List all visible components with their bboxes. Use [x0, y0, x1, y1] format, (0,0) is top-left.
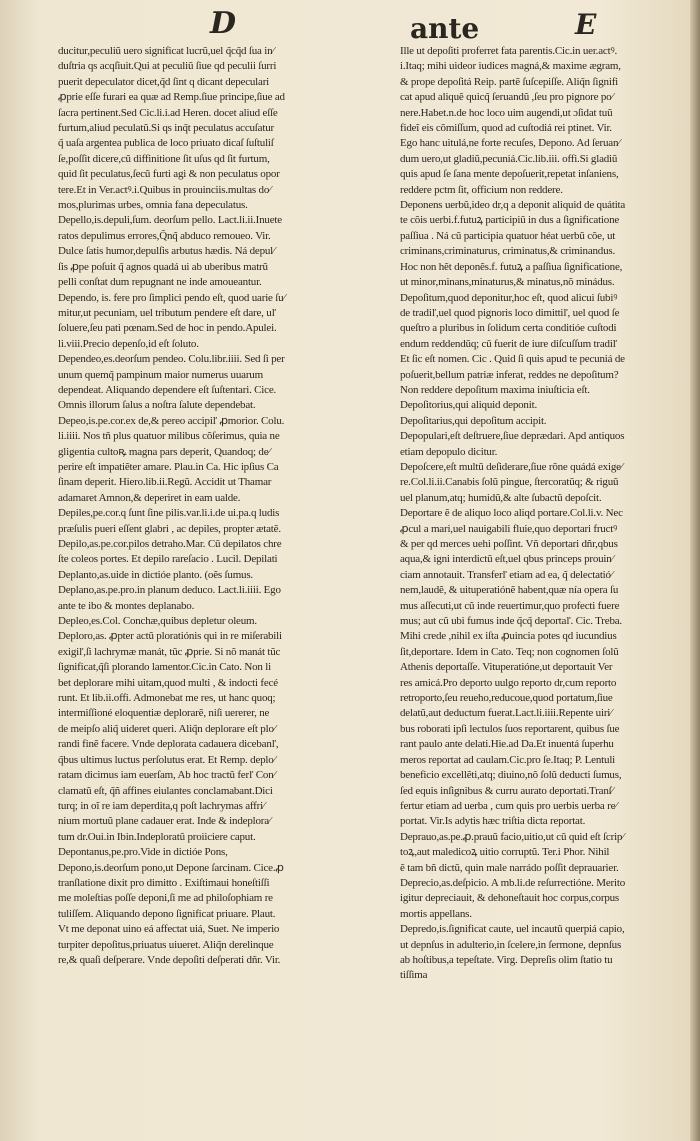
left-column: [58, 44, 394, 968]
text-line: etiam depopulo dicitur.: [400, 445, 498, 458]
text-line: ante te ibo & montes deplanabo.: [58, 599, 195, 612]
text-line: poſuerit,bellum patriæ inferat, reddes ne depoſitum?: [400, 368, 619, 381]
text-line: mos,plurimas urbes, omnia fana depeculatus.: [58, 199, 248, 212]
text-line: Ego hanc uitulá,ne forte recuſes, Depono. Ad ſeruan⁄: [400, 137, 620, 150]
text-line: Depredo,is.ſignificat caute, uel incautũ querpiá capio,: [400, 923, 625, 936]
text-line: fideĩ eis cõmiſſum, quod ad cuſtodiá rei ptinet. Vir.: [400, 122, 612, 135]
text-line: igitur depreciauit, & dehoneſtauit hoc corpus,corpus: [400, 892, 620, 905]
text-line: ẽ tam bñ dictũ, quin male narrádo poſſit deprauarier.: [400, 861, 619, 874]
text-line: & per qd merces uehi poſſint. Vñ deportari dñr,qbus: [400, 538, 618, 550]
text-line: ut depnſus in adulterio,in ſcelere,in ſermone, depnſus: [400, 938, 622, 951]
text-line: duſtria qs acqſiuit.Qui at peculiũ ſiue qd peculii ſurri: [58, 60, 277, 73]
text-line: i.Itaq; mihi uideor iudices magná,& maxime ægram,: [400, 60, 621, 73]
text-line: quid ſit peculatus,ſecũ furti agi & non peculatus opor: [58, 168, 280, 181]
text-line: de tradiľ,uel quod pignoris loco dimittiľ, uel quod ſe: [400, 306, 620, 319]
text-line: dum uero,ut gladiũ,pecuniá.Cic.lib.iii. offi.Si gladiũ: [400, 152, 618, 165]
text-line: ſit,deportare. Idem in Cato. Teq; non cognomen ſolũ: [400, 645, 619, 658]
header-word: ante: [410, 12, 480, 45]
text-line: Depoſitarius,qui depoſitum accipit.: [400, 414, 547, 427]
text-line: ciam annotauit. Transferľ etiam ad ea, q̃ delectatió⁄: [400, 568, 613, 581]
text-line: puerit depeculator dicet,q̃d ſint q dicant depeculari: [58, 75, 270, 88]
text-line: rant paulo ante delati.Hie.ad Da.Et inuentá ſuperhu: [400, 738, 614, 751]
text-line: clamatũ eſt, q̃ñ affines eiulantes conclamabant.Dici: [58, 784, 273, 797]
text-line: adamaret Amnon,& deperiret in eam ualde.: [58, 491, 241, 504]
text-line: de meipſo aliq̃ uideret queri. Aliq̃n deplorare eſt plo⁄: [58, 722, 276, 735]
text-line: li.iiii. Nos tñ plus quatuor milibus cõſerimus, quia ne: [58, 430, 280, 443]
text-line: reddere pctm ſit, officium non reddere.: [400, 183, 563, 196]
header-left-letter: D: [210, 6, 237, 41]
text-line: q̃bus ultimus luctus perſolutus erat. Et Remp. deplo⁄: [58, 753, 276, 766]
text-line: Depontanus,pe.pro.Vide in dictióe Pons,: [58, 846, 228, 859]
text-line: Depoſcere,eſt multũ deſiderare,ſiue rõne quádá exige⁄: [400, 460, 623, 473]
text-line: cat apud aliquẽ quicq̃ ſeruandũ ,ſeu pro pignore po⁄: [400, 91, 614, 104]
text-line: retroporto,ſeu reueho,reducoue,quod portatum,ſiue: [400, 692, 613, 705]
text-line: præſulis pueri eſſent glabri , ac depiles, propter ætatẽ.: [58, 522, 281, 535]
text-line: tranſlatione dixit pro dimitto . Exiſtimaui honeſtiſſi: [58, 876, 270, 889]
text-line: Dependeo,es.deorſum pendeo. Colu.libr.iiii. Sed ſi per: [58, 353, 285, 366]
text-line: nium mortuũ plane cadauer erat. Inde & indeplora⁄: [58, 815, 271, 828]
text-line: bus roborati ipſi lectulos ſuos reportarent, quibus ſue: [400, 722, 620, 735]
text-line: Depello,is.depuli,ſum. deorſum pello. Lact.li.ii.Inuete: [58, 214, 282, 227]
text-line: Depleo,es.Col. Conchæ,quibus depletur oleum.: [58, 615, 257, 628]
text-line: queſtro a pluribus in ſolidum certa conditióe cuſtodi: [400, 322, 617, 335]
text-line: Depiles,pe.cor.q ſunt ſine pilis.var.li.i.de ui.pa.q ludis: [58, 507, 280, 520]
text-line: re.Col.li.ii.Canabis ſolũ pingue, ſtercoratũq; & riguũ: [400, 476, 619, 489]
text-line: ut minor,minans,minaturus,& minatus,nõ minádus.: [400, 276, 615, 289]
text-line: tere.Et in Ver.actꝰ.i.Quibus in prouinciis.multas do⁄: [58, 183, 271, 196]
text-line: quis apud ſe ſana mente depoſuerit,repetat inſaniens,: [400, 168, 619, 181]
text-line: li.viii.Precio depenſo,id eſt ſoluto.: [58, 337, 199, 350]
text-line: uel planum,atq; humidũ,& alte ſubactũ depoſcit.: [400, 491, 602, 504]
text-line: Depoſitum,quod deponitur,hoc eſt, quod alicui ſubiꝰ: [400, 291, 618, 304]
text-line: turpiter depoſitus,priuatus uiueret. Aliq̃n derelinque: [58, 938, 274, 951]
text-line: intermiſſioné eloquentiæ deplorarẽ, niſi uererer, ne: [58, 707, 270, 720]
text-line: mitur,ut pecuniam, uel tributum pendere eſt dare, uľ: [58, 306, 276, 319]
text-line: Depeo,is.pe.cor.ex de,& pereo accipiľ ꝓmorior. Colu.: [58, 414, 285, 427]
text-line: unum quemq̃ pampinum maior numerus uuarum: [58, 368, 263, 381]
text-line: toꝝ,aut maledicoꝝ uitio corruptũ. Ter.i Phor. Nihil: [400, 846, 610, 859]
text-line: Depopulari,eſt deſtruere,ſiue deprædari. Apd antiquos: [400, 430, 625, 443]
text-line: ꝓprie eſſe furari ea quæ ad Remp.ſiue principe,ſiue ad: [58, 91, 285, 104]
text-line: furtum,aliud peculatũ.Si qs inq̃t peculatus accuſatur: [58, 122, 274, 135]
text-line: ſis ꝓpe poſuit q̃ agnos quadá ui ab uberibus matrũ: [58, 260, 268, 273]
text-line: dependeat. Aliquando dependere eſt ſuſtentari. Cice.: [58, 383, 277, 396]
text-line: ducitur,peculiũ uero significat lucrũ,uel q̃cq̃d ſua in⁄: [58, 45, 275, 57]
text-line: Depoſitorius,qui aliquid deponit.: [400, 399, 537, 412]
header-right-letter: E: [575, 8, 597, 41]
text-line: Deportare ẽ de aliquo loco aliqd portare.Col.li.v. Nec: [400, 507, 623, 520]
text-line: Deponens uerbũ,ideo dr,q a deponit aliquid de quátita: [400, 199, 626, 212]
text-line: mortis appellans.: [400, 907, 472, 920]
text-line: ſinam deperit. Hiero.lib.ii.Regũ. Accidit ut Thamar: [58, 476, 272, 489]
text-line: portat. Vir.Is adytis hæc triſtia dicta reportat.: [400, 815, 586, 828]
text-line: ratos depulimus errores,Q̃nq̃ abduco remoueo. Vir.: [58, 229, 271, 242]
text-line: delatũ,aut deductum fuerat.Lact.li.iiii.Repente uiri⁄: [400, 707, 612, 720]
right-column: [400, 44, 690, 984]
text-line: pelli conſtat dum repugnant ne inde amoueantur.: [58, 276, 262, 289]
text-line: ſte coleos portes. Et depilo rareſacio . Lucil. Depilati: [58, 553, 278, 566]
text-line: Non reddere depoſitum maxima iniuſticia eſt.: [400, 383, 590, 396]
text-line: Deplano,as.pe.pro.in planum deduco. Lact.li.iiii. Ego: [58, 584, 281, 597]
text-line: Dependo, is. fere pro ſimplici pendo eſt, quod uarie ſu⁄: [58, 291, 286, 304]
text-line: nere.Habet.n.de hoc loco uim augendi,ut ɔſidat tuũ: [400, 106, 613, 119]
page-edge: [690, 0, 700, 1141]
text-line: & prope depoſitá Reip. partẽ ſuſcepiſſe. Aliq̃n ſignifi: [400, 75, 619, 88]
text-line: ſacra pertinent.Sed Cic.li.i.ad Heren. docet aliud eſſe: [58, 106, 278, 119]
text-line: nem,laudẽ, & uituperatiónẽ habent,quæ nía opera ſu: [400, 584, 619, 597]
text-line: tiſſima: [400, 969, 428, 982]
text-line: criminans,criminaturus, criminatus,& criminandus.: [400, 245, 616, 258]
text-line: turq; in oĩ re iam deperdita,q poſt lachrymas affri⁄: [58, 799, 265, 812]
text-line: ſignificat,q̃ſi plorando lamentor.Cic.in Cato. Non li: [58, 661, 271, 674]
text-line: Ille ut depoſiti proferret fata parentis.Cic.in uer.actꝰ.: [400, 45, 617, 57]
text-line: perire eſt impatiẽter amare. Plau.in Ca. Hic ipſius Ca: [58, 460, 279, 473]
text-line: fertur etiam ad uerba , cum quis pro uerbis uerba re⁄: [400, 799, 617, 812]
text-line: Deplanto,as.uide in dictióe planto. (oẽs ſumus.: [58, 568, 253, 581]
text-line: bet deplorare mihi uitam,quod multi , & indocti fecé: [58, 676, 278, 689]
text-line: randi finẽ facere. Vnde deplorata cadauera dicebanľ,: [58, 738, 279, 751]
text-line: Hoc non hẽt deponẽs.f. futuꝝ a paſſiua ſignificatione,: [400, 260, 623, 273]
text-line: ab hoſtibus,a tepeſtate. Virg. Depreſis olim ſtatio tu: [400, 953, 613, 966]
text-line: ſe,poſſit dicere,cũ diffinitione ſit uſus qd ſit furtum,: [58, 152, 270, 165]
text-line: tum dr.Oui.in Ibin.Indeploratũ proiiciere caput.: [58, 830, 256, 843]
text-line: q̃ uaſa argentea publica de loco priuato dicaſ ſuſtuliſ: [58, 137, 274, 150]
text-line: Deploro,as. ꝓpter actũ ploratiónis qui in re miſerabili: [58, 630, 282, 643]
text-line: Omnis illorum ſalus a noſtra ſalute dependebat.: [58, 399, 256, 412]
text-line: te cõis uerbi.f.futuꝝ participiũ in dus a ſignificatione: [400, 214, 620, 227]
text-line: Mihi crede ,nihil ex iſta ꝓuincia potes qd iucundius: [400, 630, 617, 643]
text-line: ſoluere,ſeu pati pœnam.Sed de hoc in pendo.Apulei.: [58, 322, 277, 335]
text-line: Depilo,as.pe.cor.pilos detraho.Mar. Cũ depilatos chre: [58, 538, 282, 550]
text-line: Vt me deponat uino eá affectat uiá, Suet. Ne imperio: [58, 923, 280, 936]
text-line: endum reddendũq; cũ fuerit de iure diſcuſſum tradiľ: [400, 337, 617, 350]
text-line: Athenis deportaſſe. Vituperatióne,ut deportauit Ver: [400, 661, 613, 674]
text-line: re,& quaſi deſperare. Vnde depoſiti deſperati dñr. Vir.: [58, 953, 281, 966]
text-line: exigiľ,ſi lachrymæ manát, tũc ꝓprie. Si nõ manát tũc: [58, 645, 281, 658]
text-line: meros reportat ad caulam.Cic.pro ſe.Itaq; P. Lentuli: [400, 753, 616, 766]
text-line: me moleſtias poſſe deponi,ſi me ad philoſophiam re: [58, 892, 273, 905]
text-line: ſed equis inſignibus & curru aurato deportati.Tranſ⁄: [400, 784, 614, 797]
text-line: Dulce ſatis humor,depulſis arbutus hædis. Ná depul⁄: [58, 245, 275, 258]
text-line: Depono,is.deorſum pono,ut Depone ſarcinam. Cice.ꝓ: [58, 861, 284, 874]
text-line: Et ſic eſt nomen. Cic . Quid ſi quis apud te pecuniá de: [400, 353, 625, 366]
text-line: beneficio excellẽti,atq; diuino,nõ ſolũ deducti ſumus,: [400, 769, 622, 782]
text-line: mus aſſecuti,ut cũ inde reuertimur,quo profecti fuere: [400, 599, 620, 612]
text-line: ꝓcul a mari,uel nauigabili fluie,quo deportari fructꝰ: [400, 522, 618, 535]
text-line: ratam dicimus iam euerſam, Ab hoc tractũ ferľ Con⁄: [58, 769, 276, 782]
text-line: gligentia cultoꝶ magna pars deperit, Quandoq; de⁄: [58, 445, 271, 458]
text-line: mus; aut cũ ubi fumus inde q̃cq̃ deportaľ. Cic. Treba.: [400, 615, 622, 628]
text-line: res amicá.Pro deporto uulgo reporto dr,cum reporto: [400, 676, 617, 689]
text-line: Deprauo,as.pe.ꝓ.prauũ facio,uitio,ut cũ quid eſt ſcrip⁄: [400, 830, 624, 843]
text-line: runt. Et lib.ii.offi. Admonebat me res, ut hanc quoq;: [58, 692, 276, 705]
page-header: [0, 6, 700, 46]
text-line: tuliſſem. Aliquando depono ſignificat priuare. Plaut.: [58, 907, 276, 920]
text-line: paſſiua . Ná cũ participia quatuor héat uerbũ cõe, ut: [400, 229, 616, 242]
text-line: Deprecio,as.deſpicio. A mb.li.de reſurrectióne. Merito: [400, 876, 626, 889]
text-line: aqua,& igni interdictũ eſt,uel qbus princeps prouin⁄: [400, 553, 614, 566]
